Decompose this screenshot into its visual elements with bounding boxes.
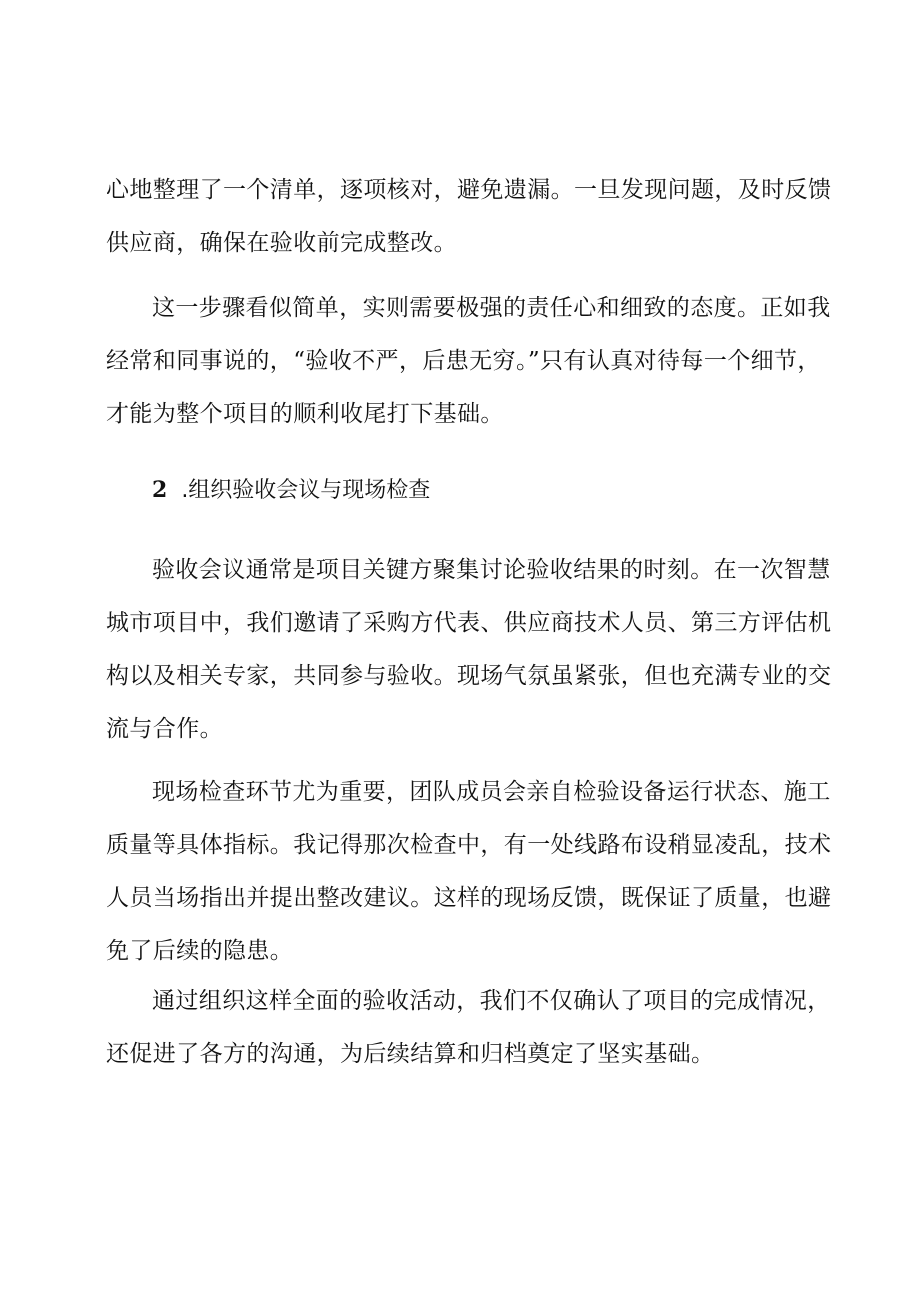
paragraph-line: 构以及相关专家，共同参与验收。现场气氛虽紧张，但也充满专业的交	[106, 663, 832, 689]
paragraph-conclusion	[106, 975, 831, 1081]
section-title: .组织验收会议与现场检查	[181, 478, 431, 503]
paragraph-line: 流与合作。	[106, 716, 223, 742]
paragraph-meeting	[106, 544, 832, 756]
paragraph-line: 质量等具体指标。我记得那次检查中，有一处线路布设稍显凌乱，技术	[106, 832, 832, 858]
paragraph-line: 经常和同事说的，“验收不严，后患无穷。”只有认真对待每一个细节，	[106, 348, 821, 374]
paragraph-responsibility	[106, 282, 831, 441]
paragraph-line: 验收会议通常是项目关键方聚集讨论验收结果的时刻。在一次智慧	[152, 557, 831, 583]
paragraph-line: 人员当场指出并提出整改建议。这样的现场反馈，既保证了质量，也避	[106, 885, 832, 911]
paragraph-site-inspection	[106, 766, 832, 978]
section-number: 2	[152, 477, 168, 503]
paragraph-line: 城市项目中，我们邀请了采购方代表、供应商技术人员、第三方评估机	[106, 610, 832, 636]
paragraph-line: 供应商，确保在验收前完成整改。	[106, 230, 457, 256]
paragraph-checklist	[106, 164, 832, 270]
paragraph-line: 免了后续的隐患。	[106, 938, 294, 964]
paragraph-line: 还促进了各方的沟通，为后续结算和归档奠定了坚实基础。	[106, 1041, 715, 1067]
paragraph-line: 才能为整个项目的顺利收尾打下基础。	[106, 401, 504, 427]
section-heading	[152, 468, 430, 513]
paragraph-line: 心地整理了一个清单，逐项核对，避免遗漏。一旦发现问题，及时反馈	[106, 177, 832, 203]
paragraph-line: 现场检查环节尤为重要，团队成员会亲自检验设备运行状态、施工	[152, 779, 831, 805]
paragraph-line: 这一步骤看似简单，实则需要极强的责任心和细致的态度。正如我	[152, 295, 831, 321]
paragraph-line: 通过组织这样全面的验收活动，我们不仅确认了项目的完成情况，	[152, 988, 831, 1014]
